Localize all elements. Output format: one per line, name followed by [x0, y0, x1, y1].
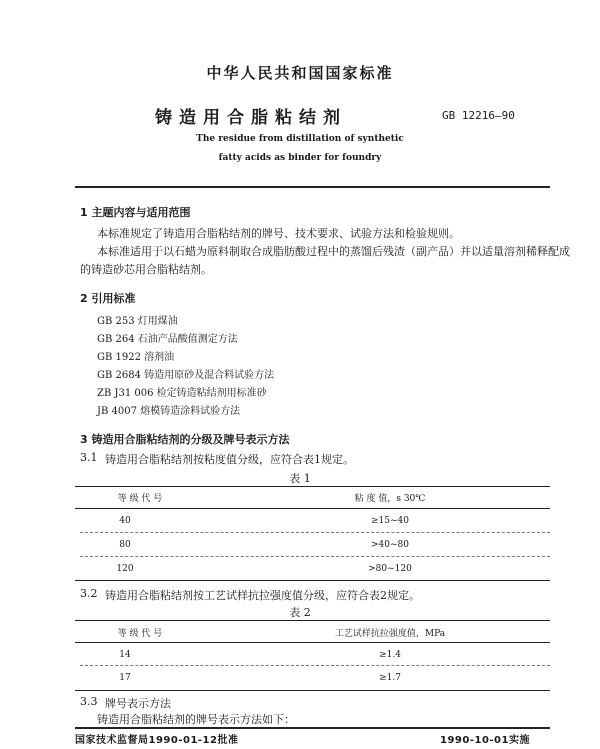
reference-item: GB 1922 溶剂油: [97, 352, 175, 363]
table2-cell-code: 14: [119, 650, 131, 660]
section3-heading: 3 铸造用合脂粘结剂的分级及牌号表示方法: [80, 433, 290, 446]
english-title-line1: The residue from distillation of synthetic: [196, 134, 404, 144]
table2-col-strength: 工艺试样抗拉强度值，MPa: [334, 629, 446, 639]
table1-row-divider: [80, 532, 550, 533]
approval-date: 国家技术监督局1990-01-12批准: [75, 735, 239, 746]
section1-para2-line1: 本标准适用于以石蜡为原料制取合成脂肪酸过程中的蒸馏后残渣（副产品）并以适量溶剂稀释配成: [97, 245, 570, 258]
section1-para2-line2: 的铸造砂芯用合脂粘结剂。: [80, 263, 212, 276]
table1-row-divider: [80, 556, 550, 557]
table2-cell-value: ≥1.4: [379, 650, 401, 660]
footer-rule: [75, 727, 550, 729]
header-rule: [75, 186, 550, 188]
table2-col-code: 等 级 代 号: [117, 629, 163, 639]
section2-heading: 2 引用标准: [80, 292, 136, 305]
english-title-line2: fatty acids as binder for foundry: [218, 153, 382, 163]
table1-cell-value: ≥15~40: [371, 516, 409, 526]
section3-1-text: 铸造用合脂粘结剂按粘度值分级，应符合表1规定。: [105, 453, 354, 466]
reference-item: JB 4007 熔模铸造涂料试验方法: [97, 406, 241, 417]
table1-col-viscosity: 粘 度 值，s 30℃: [354, 494, 426, 504]
section1-para1: 本标准规定了铸造用合脂粘结剂的牌号、技术要求、试验方法和检验规则。: [97, 227, 460, 240]
reference-item: GB 253 灯用煤油: [97, 316, 178, 327]
effective-date: 1990-10-01实施: [440, 735, 530, 746]
table2-row-divider: [80, 665, 550, 666]
table2-cell-value: ≥1.7: [379, 673, 401, 683]
section3-3-number: 3.3: [80, 695, 98, 708]
section3-1-number: 3.1: [80, 451, 98, 464]
section3-3-body: 铸造用合脂粘结剂的牌号表示方法如下：: [97, 713, 295, 726]
table1-cell-value: >40~80: [371, 540, 409, 550]
section3-2-text: 铸造用合脂粘结剂按工艺试样抗拉强度值分级，应符合表2规定。: [105, 589, 420, 602]
table2-cell-code: 17: [119, 673, 131, 683]
section1-heading: 1 主题内容与适用范围: [80, 206, 191, 219]
standard-org-title: 中华人民共和国国家标准: [206, 64, 394, 82]
table1-cell-code: 40: [119, 516, 131, 526]
reference-item: ZB J31 006 检定铸造粘结剂用标准砂: [97, 388, 267, 399]
table1-col-code: 等 级 代 号: [117, 494, 163, 504]
reference-item: GB 2684 铸造用原砂及混合料试验方法: [97, 370, 275, 381]
table1-cell-code: 80: [119, 540, 131, 550]
section3-2-number: 3.2: [80, 587, 98, 600]
table1-cell-code: 120: [116, 564, 134, 574]
table2-header-rule: [75, 642, 550, 643]
gb-number: GB 12216—90: [442, 109, 515, 122]
table1-cell-value: >80~120: [368, 564, 412, 574]
table2-caption: 表 2: [289, 606, 311, 619]
table2-top-rule: [75, 620, 550, 621]
table1-header-rule: [75, 508, 550, 509]
table2-bottom-rule: [75, 690, 550, 691]
table1-caption: 表 1: [289, 472, 311, 485]
document-title: 铸造用合脂粘结剂: [155, 108, 347, 128]
table1-bottom-rule: [75, 580, 550, 581]
section3-3-heading: 牌号表示方法: [105, 697, 171, 710]
reference-item: GB 264 石油产品酸值测定方法: [97, 334, 238, 345]
table1-top-rule: [75, 486, 550, 487]
